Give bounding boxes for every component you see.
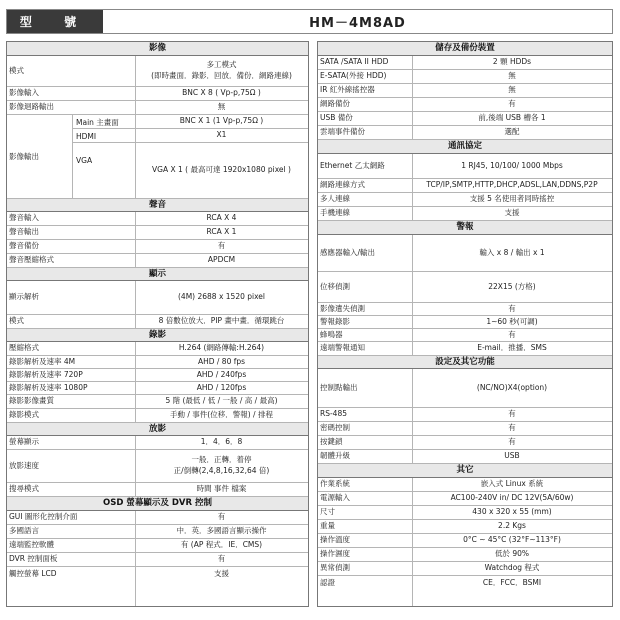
video-output-group-label: [7, 115, 73, 199]
spec-label: 遠端監控軟體: [9, 540, 54, 550]
section-title: 通訊協定: [447, 141, 482, 152]
spec-value: 430 x 320 x 55 (mm): [472, 507, 552, 517]
spec-label: Ethernet 乙太網路: [320, 160, 385, 170]
spec-row-control-panel: [7, 553, 308, 567]
spec-value: 1．4．6．8: [200, 437, 243, 447]
spec-value: 嵌入式 Linux 系統: [480, 479, 544, 489]
spec-row-compression: [7, 342, 308, 356]
spec-row-rs485: [318, 408, 612, 422]
spec-value: APDCM: [207, 255, 236, 265]
spec-label: 按鍵鎖: [320, 437, 343, 447]
spec-value: 有: [508, 303, 516, 313]
spec-label: 聲音壓縮格式: [9, 255, 54, 265]
spec-value: BNC X 8 ( Vp-p,75Ω ): [182, 88, 261, 98]
spec-value: 一般．正轉．着停 正/倒轉(2,4,8,16,32,64 倍): [173, 455, 270, 475]
spec-value: 選配: [504, 127, 520, 137]
spec-row-main-output: [73, 115, 308, 129]
spec-label: RS-485: [320, 409, 347, 419]
spec-value: 有: [508, 409, 516, 419]
spec-value: 22X15 (方格): [488, 281, 536, 291]
spec-value: 低於 90%: [494, 549, 530, 559]
spec-value: 有: [217, 512, 226, 522]
spec-label: 搜尋模式: [9, 484, 39, 494]
spec-row-alarm-record: [318, 316, 612, 329]
spec-value: 支援: [214, 568, 229, 578]
spec-row-temperature: [318, 534, 612, 548]
spec-value: (NC/NO)X4(option): [476, 382, 548, 392]
spec-label: 蜂鳴器: [320, 329, 343, 339]
spec-value: 有: [217, 241, 226, 251]
spec-label: E-SATA(外接 HDD): [320, 71, 387, 81]
spec-label: 遠端警報通知: [320, 343, 365, 353]
section-title: 放影: [148, 423, 166, 434]
spec-row-os: [318, 478, 612, 492]
spec-value: 1 RJ45, 10/100/ 1000 Mbps: [461, 160, 563, 170]
spec-value: USB: [504, 451, 520, 461]
spec-label: 操作濕度: [320, 549, 350, 559]
spec-row-esata: [318, 70, 612, 84]
spec-row-ethernet: [318, 154, 612, 179]
spec-value: X1: [216, 130, 227, 140]
spec-value: 0°C ~ 45°C (32°F~113°F): [463, 535, 561, 545]
spec-row-rec-1080p: [7, 382, 308, 395]
spec-row-network-backup: [318, 98, 612, 112]
spec-row-buzzer: [318, 329, 612, 342]
spec-label: 操作溫度: [320, 535, 350, 545]
spec-row-vga: [73, 143, 308, 199]
spec-row-remote-notify: [318, 342, 612, 356]
spec-value: RCA X 1: [206, 227, 237, 237]
spec-row-rec-720p: [7, 369, 308, 382]
spec-value: E-mail．推播．SMS: [477, 343, 547, 353]
spec-value: 支援 5 名使用者同時搖控: [469, 194, 555, 204]
spec-row-gui: [7, 511, 308, 525]
spec-value: 手動 / 事件(位移．警報) / 排程: [170, 410, 273, 420]
spec-label: 放影速度: [9, 460, 39, 470]
spec-label: 雲端事件備份: [320, 127, 365, 137]
spec-row-cloud-backup: [318, 126, 612, 140]
section-header-video: [7, 42, 308, 56]
spec-label: 錄影影像畫質: [9, 396, 54, 406]
spec-row-size: [318, 506, 612, 520]
spec-label: 聲音備份: [9, 241, 39, 251]
spec-label: 電源輸入: [320, 493, 350, 503]
section-header-display: [7, 268, 308, 281]
spec-value: 有: [508, 329, 516, 339]
spec-value: BNC X 1 (1 Vp-p,75Ω ): [179, 116, 264, 126]
spec-label: 警報錄影: [320, 316, 350, 326]
spec-row-sata: [318, 56, 612, 70]
spec-label: 錄影解析及速率 4M: [9, 356, 76, 366]
spec-value: CE．FCC．BSMI: [482, 577, 542, 587]
spec-label: 錄影模式: [9, 410, 39, 420]
spec-value: 2 顆 HDDs: [492, 57, 532, 67]
spec-row-control-output: [318, 369, 612, 408]
section-title: 警報: [456, 222, 474, 233]
spec-label: DVR 控制面板: [9, 554, 58, 564]
spec-label: 多國語言: [9, 526, 39, 536]
spec-label: 控制點輸出: [320, 382, 358, 392]
spec-sublabel: HDMI: [76, 131, 97, 141]
spec-row-audio-out: [7, 226, 308, 240]
spec-row-rec-4m: [7, 356, 308, 369]
spec-label: 錄影解析及速率 720P: [9, 369, 83, 379]
spec-value: AC100-240V in/ DC 12V(5A/60w): [450, 493, 574, 503]
spec-row-motion-detect: [318, 272, 612, 303]
spec-row-audio-backup: [7, 240, 308, 254]
spec-label: 韌體升級: [320, 451, 350, 461]
spec-label: 密碼控制: [320, 423, 350, 433]
right-spec-table: [317, 41, 613, 607]
spec-row-usb-backup: [318, 112, 612, 126]
section-header-osd: [7, 497, 308, 511]
spec-row-display-res: [7, 281, 308, 315]
spec-row-mobile: [318, 207, 612, 221]
spec-value: 有: [508, 437, 516, 447]
spec-row-loop-out: [7, 101, 308, 115]
model-header: [6, 9, 613, 34]
section-header-playback: [7, 423, 308, 436]
spec-label: 模式: [9, 316, 24, 326]
spec-value: 無: [508, 71, 516, 81]
spec-label: 異常偵測: [320, 563, 350, 573]
spec-row-rec-mode: [7, 409, 308, 423]
spec-label: SATA /SATA II HDD: [320, 57, 389, 67]
spec-value: 前,後端 USB 槽各 1: [478, 113, 546, 123]
left-spec-table: [6, 41, 309, 607]
spec-label: USB 備份: [320, 113, 353, 123]
spec-value: 時間 事件 檔案: [196, 484, 247, 494]
spec-row-audio-codec: [7, 254, 308, 268]
spec-row-language: [7, 525, 308, 539]
spec-value: RCA X 4: [206, 213, 237, 223]
spec-value: 中．英．多國語言顯示操作: [176, 526, 267, 536]
spec-label: 尺寸: [320, 507, 335, 517]
section-header-storage: [318, 42, 612, 56]
spec-value: 8 倍數位放大．PIP 畫中畫．循環跳台: [158, 316, 285, 326]
spec-label: 網路備份: [320, 99, 350, 109]
section-title: 其它: [456, 465, 474, 476]
section-title: 影像: [148, 43, 166, 54]
spec-row-mode: [7, 56, 308, 87]
spec-label: 觸控螢幕 LCD: [9, 568, 57, 578]
spec-label: 錄影解析及速率 1080P: [9, 382, 88, 392]
spec-row-video-loss: [318, 303, 612, 316]
spec-row-video-input: [7, 87, 308, 101]
spec-label: 顯示解析: [9, 292, 39, 302]
spec-label: 影像輸出: [9, 152, 39, 161]
spec-value: 支援: [504, 208, 520, 218]
spec-label: 影像迴路輸出: [9, 102, 54, 112]
spec-row-remote-software: [7, 539, 308, 553]
spec-row-firmware: [318, 450, 612, 464]
spec-label: 認證: [320, 577, 335, 587]
section-title: 聲音: [148, 199, 166, 210]
spec-value: AHD / 80 fps: [197, 356, 246, 366]
spec-value: 5 階 (最低 / 低 / 一般 / 高 / 最高): [165, 396, 278, 406]
model-value: HM－4M8AD: [309, 16, 406, 31]
spec-value: AHD / 240fps: [196, 369, 247, 379]
spec-sublabel: Main 主畫面: [76, 117, 119, 127]
spec-value: 無: [217, 102, 226, 112]
section-header-record: [7, 329, 308, 342]
section-header-settings: [318, 356, 612, 369]
spec-value: 有: [508, 99, 516, 109]
spec-row-watchdog: [318, 562, 612, 576]
spec-row-power: [318, 492, 612, 506]
spec-row-touch-lcd: [7, 567, 308, 581]
spec-row-humidity: [318, 548, 612, 562]
spec-row-playback-speed: [7, 450, 308, 483]
spec-row-password: [318, 422, 612, 436]
spec-row-display-mode: [7, 315, 308, 329]
spec-row-ir-remote: [318, 84, 612, 98]
spec-label: 聲音輸出: [9, 227, 39, 237]
section-title: OSD 螢幕顯示及 DVR 控制: [103, 498, 212, 509]
spec-value: 有: [508, 423, 516, 433]
spec-value: 2.2 Kgs: [498, 521, 526, 531]
spec-value: 輸入 x 8 / 輸出 x 1: [479, 247, 545, 257]
spec-label: 重量: [320, 521, 335, 531]
spec-row-sensor-io: [318, 235, 612, 272]
spec-value: H.264 (網路傳輸:H.264): [178, 343, 265, 353]
spec-value: 1~60 秒(可調): [486, 316, 538, 326]
section-title: 顯示: [148, 268, 166, 279]
spec-label: 多人連線: [320, 194, 350, 204]
spec-label: 影像輸入: [9, 88, 39, 98]
section-header-network: [318, 140, 612, 154]
spec-label: 網路連線方式: [320, 180, 365, 190]
spec-label: 影像遺失偵測: [320, 303, 365, 313]
spec-row-hdmi: [73, 129, 308, 143]
spec-value: TCP/IP,SMTP,HTTP,DHCP,ADSL,LAN,DDNS,P2P: [426, 180, 598, 190]
spec-label: GUI 圖形化控制介面: [9, 512, 78, 522]
spec-value: 有: [217, 554, 226, 564]
spec-value: 多工模式 (即時畫面．錄影．回放．備份．網路連線): [151, 60, 292, 80]
section-title: 儲存及備份裝置: [435, 43, 495, 54]
spec-label: 手機連線: [320, 208, 350, 218]
spec-row-protocols: [318, 179, 612, 193]
spec-value: AHD / 120fps: [196, 382, 247, 392]
spec-row-key-lock: [318, 436, 612, 450]
spec-row-search-mode: [7, 483, 308, 497]
spec-row-screen-display: [7, 436, 308, 450]
spec-value: 無: [508, 85, 516, 95]
model-label: 型 號: [7, 10, 103, 33]
section-header-audio: [7, 199, 308, 212]
spec-value: VGA X 1 ( 最高可達 1920x1080 pixel ): [152, 165, 291, 175]
spec-label: 位移偵測: [320, 281, 350, 291]
section-title: 設定及其它功能: [435, 356, 495, 367]
spec-label: 模式: [9, 65, 24, 75]
spec-label: 作業系統: [320, 479, 350, 489]
spec-value: (4M) 2688 x 1520 pixel: [178, 292, 265, 302]
spec-row-audio-in: [7, 212, 308, 226]
section-header-alarm: [318, 221, 612, 235]
spec-label: IR 紅外線搖控器: [320, 85, 375, 95]
spec-row-multi-user: [318, 193, 612, 207]
section-title: 錄影: [148, 329, 166, 340]
spec-label: 壓縮格式: [9, 343, 39, 353]
spec-row-weight: [318, 520, 612, 534]
spec-row-certification: [318, 576, 612, 590]
spec-label: 聲音輸入: [9, 213, 39, 223]
spec-value: 有 (AP 程式．IE．CMS): [180, 540, 263, 550]
spec-value: Watchdog 程式: [484, 563, 540, 573]
spec-sublabel: VGA: [76, 155, 93, 165]
section-header-other: [318, 464, 612, 478]
spec-row-rec-quality: [7, 395, 308, 409]
spec-label: 螢幕顯示: [9, 437, 39, 447]
spec-label: 感應器輸入/輸出: [320, 247, 376, 257]
